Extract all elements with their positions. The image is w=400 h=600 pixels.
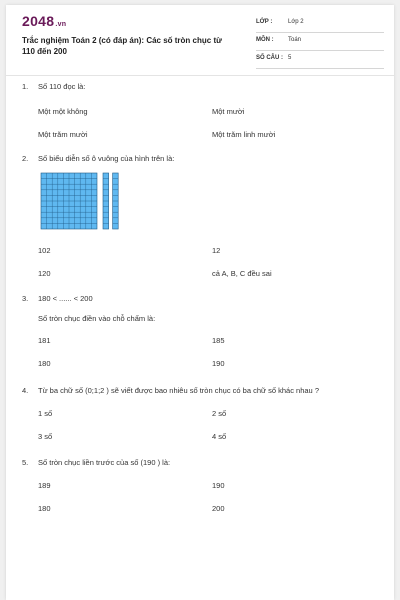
meta-value: 5 bbox=[288, 55, 292, 61]
option-d[interactable]: 190 bbox=[212, 359, 225, 368]
worksheet-meta bbox=[256, 17, 384, 71]
option-b[interactable]: 190 bbox=[212, 481, 225, 490]
question-text: Số biểu diễn số ô vuông của hình trên là: bbox=[38, 154, 175, 163]
question-number: 1. bbox=[22, 82, 29, 91]
option-c[interactable]: 120 bbox=[38, 269, 51, 278]
option-d[interactable]: Một trăm linh mười bbox=[212, 130, 276, 139]
worksheet-page bbox=[6, 5, 394, 600]
option-c[interactable]: Một trăm mười bbox=[38, 130, 88, 139]
option-c[interactable]: 180 bbox=[38, 359, 51, 368]
meta-row-subject bbox=[256, 35, 384, 51]
option-a[interactable]: 181 bbox=[38, 336, 51, 345]
site-logo[interactable] bbox=[22, 13, 66, 29]
option-d[interactable]: 4 số bbox=[212, 432, 227, 441]
option-c[interactable]: 180 bbox=[38, 504, 51, 513]
question-text: Số tròn chục liền trước của số (190 ) là: bbox=[38, 458, 171, 467]
worksheet-header bbox=[6, 5, 394, 76]
meta-key: MÔN : bbox=[256, 37, 274, 43]
question-number: 4. bbox=[22, 386, 29, 395]
meta-row-count bbox=[256, 53, 384, 69]
blocks-group bbox=[41, 173, 118, 229]
option-a[interactable]: 1 số bbox=[38, 409, 53, 418]
meta-value: Toán bbox=[288, 37, 302, 43]
meta-row-grade bbox=[256, 17, 384, 33]
question-text: 180 < ...... < 200 bbox=[38, 294, 93, 303]
question-number: 5. bbox=[22, 458, 29, 467]
meta-value: Lớp 2 bbox=[288, 19, 304, 25]
meta-key: LỚP : bbox=[256, 19, 273, 25]
option-b[interactable]: 2 số bbox=[212, 409, 227, 418]
logo-text: 2048 bbox=[22, 13, 55, 29]
option-b[interactable]: 12 bbox=[212, 246, 221, 255]
option-a[interactable]: Một một không bbox=[38, 107, 88, 116]
option-c[interactable]: 3 số bbox=[38, 432, 53, 441]
meta-key: SỐ CÂU : bbox=[256, 55, 283, 61]
option-a[interactable]: 102 bbox=[38, 246, 51, 255]
question-subtext: Số tròn chục điền vào chỗ chấm là: bbox=[38, 314, 156, 323]
question-number: 2. bbox=[22, 154, 29, 163]
question-text: Từ ba chữ số (0;1;2 ) sẽ viết được bao nhiêu số tròn chục có ba chữ số khác nhau ? bbox=[38, 386, 319, 395]
base-ten-blocks-figure bbox=[40, 172, 130, 234]
document-title: Trắc nghiệm Toán 2 (có đáp án): Các số tròn chục từ 110 đến 200 bbox=[22, 36, 222, 56]
option-b[interactable]: Một mười bbox=[212, 107, 245, 116]
option-d[interactable]: cả A, B, C đều sai bbox=[212, 269, 272, 278]
option-a[interactable]: 189 bbox=[38, 481, 51, 490]
option-d[interactable]: 200 bbox=[212, 504, 225, 513]
question-number: 3. bbox=[22, 294, 29, 303]
option-b[interactable]: 185 bbox=[212, 336, 225, 345]
question-text: Số 110 đọc là: bbox=[38, 82, 86, 91]
logo-suffix: .vn bbox=[55, 21, 67, 28]
